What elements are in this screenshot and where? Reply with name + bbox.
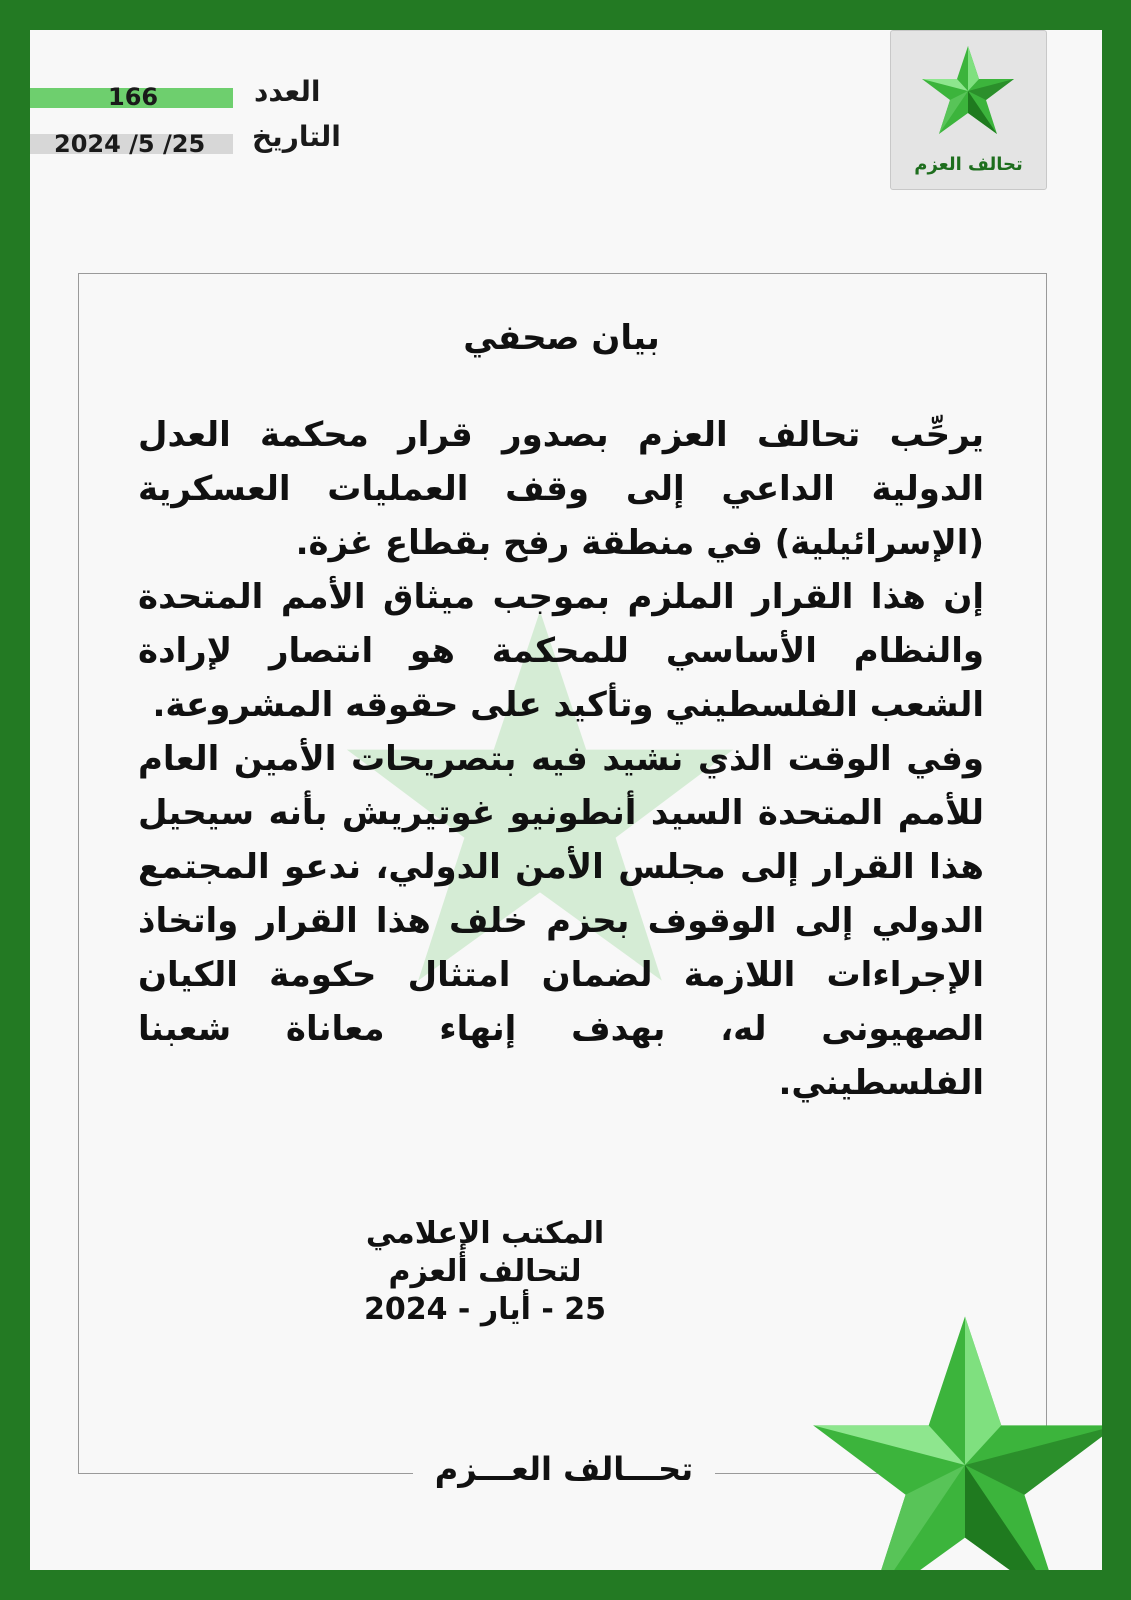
statement-title: بيان صحفي <box>463 318 660 358</box>
paragraph: وفي الوقت الذي نشيد فيه بتصريحات الأمين العام للأمم المتحدة السيد أنطونيو غوتيريش بأنه سيحيل هذا القرار إلى مجلس الأمن الدولي، ندعو المجتمع الدولي إلى الوقوف بحزم خلف هذا القرار واتخاذ الإجراءات اللازمة لضمان امتثال حكومة الكيان الصهيونى له، بهدف إنهاء معاناة شعبنا الفلسطيني. <box>138 739 984 1103</box>
corner-star-icon <box>800 1300 1102 1570</box>
date-label: التاريخ <box>252 120 341 153</box>
footer-brand: تحـــالف العـــزم <box>413 1450 715 1488</box>
issue-date: 2024 /5 /25 <box>54 130 206 158</box>
frame-bottom-line-left <box>78 1473 413 1474</box>
issue-number: 166 <box>108 83 159 111</box>
document-page <box>30 30 1102 1570</box>
issue-label: العدد <box>254 75 321 108</box>
signature-org: لتحالف ألعزم <box>388 1254 582 1289</box>
statement-body <box>138 408 984 1110</box>
logo <box>890 30 1047 190</box>
green-star-icon <box>913 41 1023 141</box>
logo-text: تحالف العزم <box>914 154 1023 175</box>
paragraph: إن هذا القرار الملزم بموجب ميثاق الأمم المتحدة والنظام الأساسي للمحكمة هو انتصار لإرادة الشعب الفلسطيني وتأكيد على حقوقه المشروعة. <box>138 577 984 725</box>
signature-date: 25 - أيار - 2024 <box>363 1292 606 1327</box>
paragraph: يرحِّب تحالف العزم بصدور قرار محكمة العدل الدولية الداعي إلى وقف العمليات العسكرية (الإسرائيلية) في منطقة رفح بقطاع غزة. <box>138 415 984 563</box>
signature-office: المكتب الإعلامي <box>365 1216 605 1251</box>
signature-block <box>340 1215 630 1329</box>
